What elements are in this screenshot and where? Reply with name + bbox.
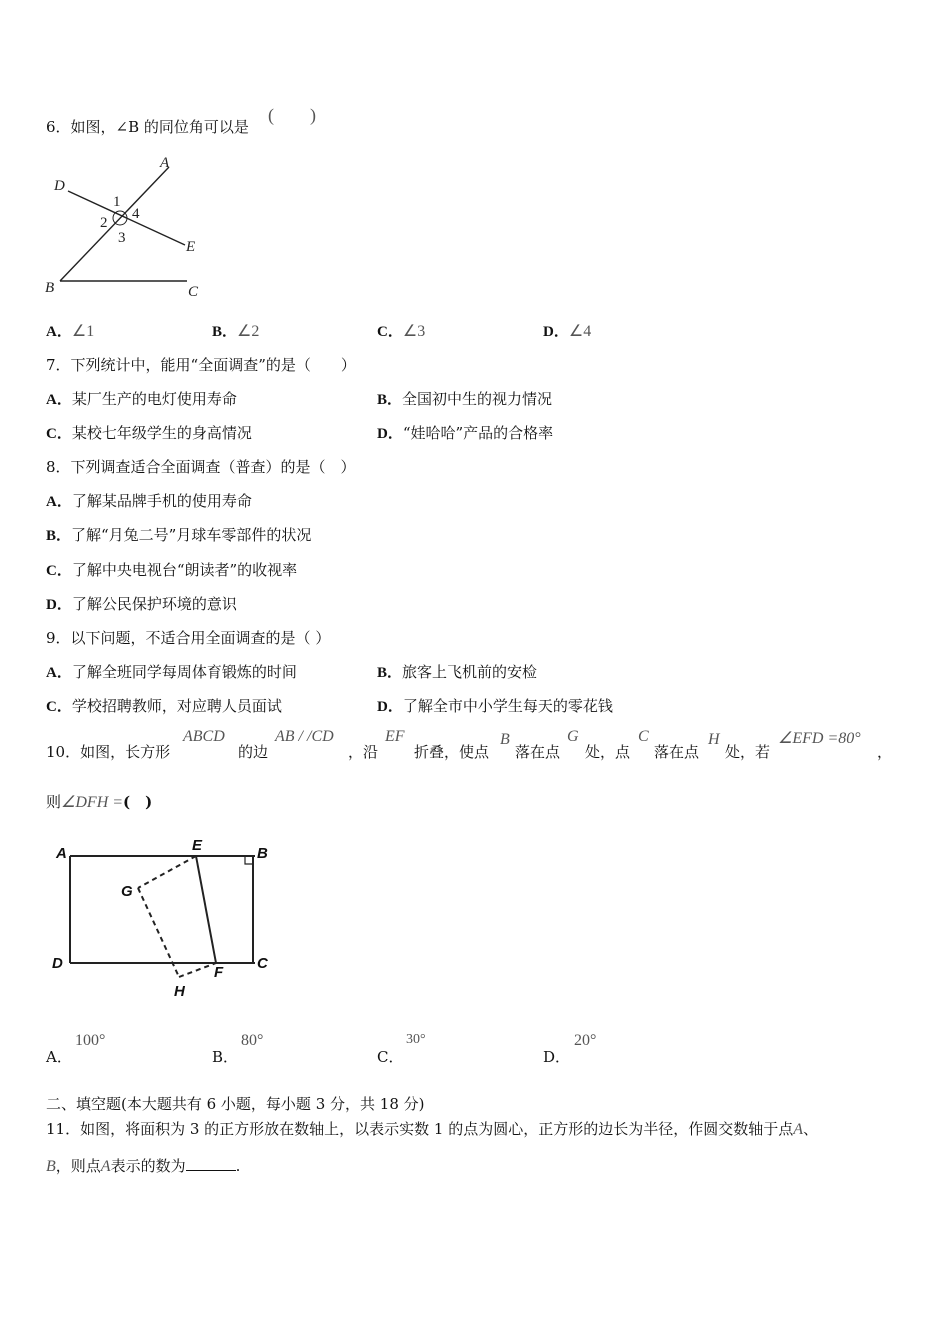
q10-text-7: 处，若 <box>725 743 771 761</box>
q10-text-8: ， <box>877 743 893 761</box>
q7-option-a[interactable]: A．某厂生产的电灯使用寿命 <box>46 390 237 408</box>
q6-text: 6．如图，∠B 的同位角可以是 <box>46 118 249 136</box>
label-angle-3: 3 <box>118 230 126 246</box>
q10-math-angle-efd: ∠EFD =80° <box>778 730 861 747</box>
q10-option-b-label[interactable]: B． <box>212 1048 239 1066</box>
q10-math-g: G <box>567 728 579 745</box>
q10-math-abcd: ABCD <box>183 728 225 745</box>
label-g: G <box>121 883 133 900</box>
q9-option-b[interactable]: B．旅客上飞机前的安检 <box>377 663 538 681</box>
q11-line1: 11．如图，将面积为 3 的正方形放在数轴上，以表示实数 1 的点为圆心，正方形的边长为半径，作圆交数轴于点A、 <box>46 1120 819 1138</box>
q10-option-a-label[interactable]: A． <box>46 1048 72 1066</box>
q11-math-b: B <box>46 1158 56 1175</box>
q10-option-b-value: 80° <box>241 1032 264 1049</box>
line-hf <box>179 963 216 977</box>
label-f: F <box>214 964 224 981</box>
q9-stem: 9．以下问题，不适合用全面调查的是（ ） <box>46 629 331 647</box>
label-e: E <box>186 239 196 255</box>
label-h: H <box>174 983 185 1000</box>
label-b: B <box>257 845 268 862</box>
q10-text-3: 折叠，使点 <box>414 743 490 761</box>
q10-option-c-label[interactable]: C． <box>377 1048 404 1066</box>
q10-text-2: ，沿 <box>348 743 379 761</box>
q11-math-a2: A <box>100 1158 111 1175</box>
q10-math-angle-dfh: ∠DFH = <box>61 794 124 811</box>
q9-option-d[interactable]: D．了解全市中小学生每天的零花钱 <box>377 697 613 715</box>
q10-option-c-value: 30° <box>406 1032 426 1047</box>
q10-math-c: C <box>638 728 649 745</box>
q10-figure <box>44 830 284 1005</box>
q10-option-d-value: 20° <box>574 1032 597 1049</box>
q10-line2: 则∠DFH =( ) <box>46 793 153 811</box>
label-d: D <box>54 178 65 194</box>
label-angle-4: 4 <box>132 206 140 222</box>
q11-answer-blank[interactable] <box>186 1157 236 1171</box>
q10-text-1: 的边 <box>238 743 269 761</box>
q7-option-c[interactable]: C．某校七年级学生的身高情况 <box>46 424 252 442</box>
label-e: E <box>192 837 203 854</box>
q11-line2: B，则点A表示的数为 . <box>46 1157 241 1175</box>
label-c: C <box>188 284 199 300</box>
q10-math-b: B <box>500 731 510 748</box>
q8-option-d[interactable]: D．了解公民保护环境的意识 <box>46 595 237 613</box>
label-angle-2: 2 <box>100 215 108 231</box>
section-2-title: 二、填空题(本大题共有 6 小题，每小题 3 分，共 18 分) <box>46 1095 425 1113</box>
q10-text-5: 处，点 <box>585 743 631 761</box>
q8-option-c[interactable]: C．了解中央电视台“朗读者”的收视率 <box>46 561 298 579</box>
q10-answer-paren: ( ) <box>123 793 153 811</box>
q10-text-6: 落在点 <box>654 743 700 761</box>
q10-text-4: 落在点 <box>515 743 561 761</box>
q6-option-d[interactable]: D．∠4 <box>543 323 592 340</box>
q8-stem: 8．下列调查适合全面调查（普查）的是（ ） <box>46 458 356 476</box>
q11-math-a: A <box>793 1121 804 1138</box>
label-b: B <box>45 280 55 296</box>
line-eg <box>138 856 196 888</box>
q6-option-c[interactable]: C．∠3 <box>377 323 426 340</box>
q6-figure <box>40 150 220 305</box>
q6-stem <box>46 116 249 137</box>
q7-option-d[interactable]: D．“娃哈哈”产品的合格率 <box>377 424 554 442</box>
fold-line-ef <box>196 856 216 963</box>
q6-answer-paren: ( ) <box>268 105 316 125</box>
q10-option-d-label[interactable]: D． <box>543 1048 571 1066</box>
label-d: D <box>52 955 63 972</box>
q9-option-c[interactable]: C．学校招聘教师，对应聘人员面试 <box>46 697 282 715</box>
q10-math-ef: EF <box>385 728 405 745</box>
right-angle-mark <box>245 856 253 864</box>
q10-math-h: H <box>708 731 720 748</box>
line-ba <box>60 167 169 281</box>
q6-option-b[interactable]: B．∠2 <box>212 323 260 340</box>
q6-option-a[interactable]: A．∠1 <box>46 323 95 340</box>
q10-math-ab-cd: AB / /CD <box>275 728 334 745</box>
q7-stem: 7．下列统计中，能用“全面调查”的是（ ） <box>46 356 356 374</box>
q10-option-a-value: 100° <box>75 1032 106 1049</box>
q8-option-b[interactable]: B．了解“月兔二号”月球车零部件的状况 <box>46 526 312 544</box>
label-angle-1: 1 <box>113 194 121 210</box>
label-a: A <box>160 155 170 171</box>
label-c: C <box>257 955 268 972</box>
q10-num: 10．如图，长方形 <box>46 743 171 761</box>
q8-option-a[interactable]: A．了解某品牌手机的使用寿命 <box>46 492 252 510</box>
label-a: A <box>56 845 67 862</box>
q7-option-b[interactable]: B．全国初中生的视力情况 <box>377 390 553 408</box>
q9-option-a[interactable]: A．了解全班同学每周体育锻炼的时间 <box>46 663 297 681</box>
